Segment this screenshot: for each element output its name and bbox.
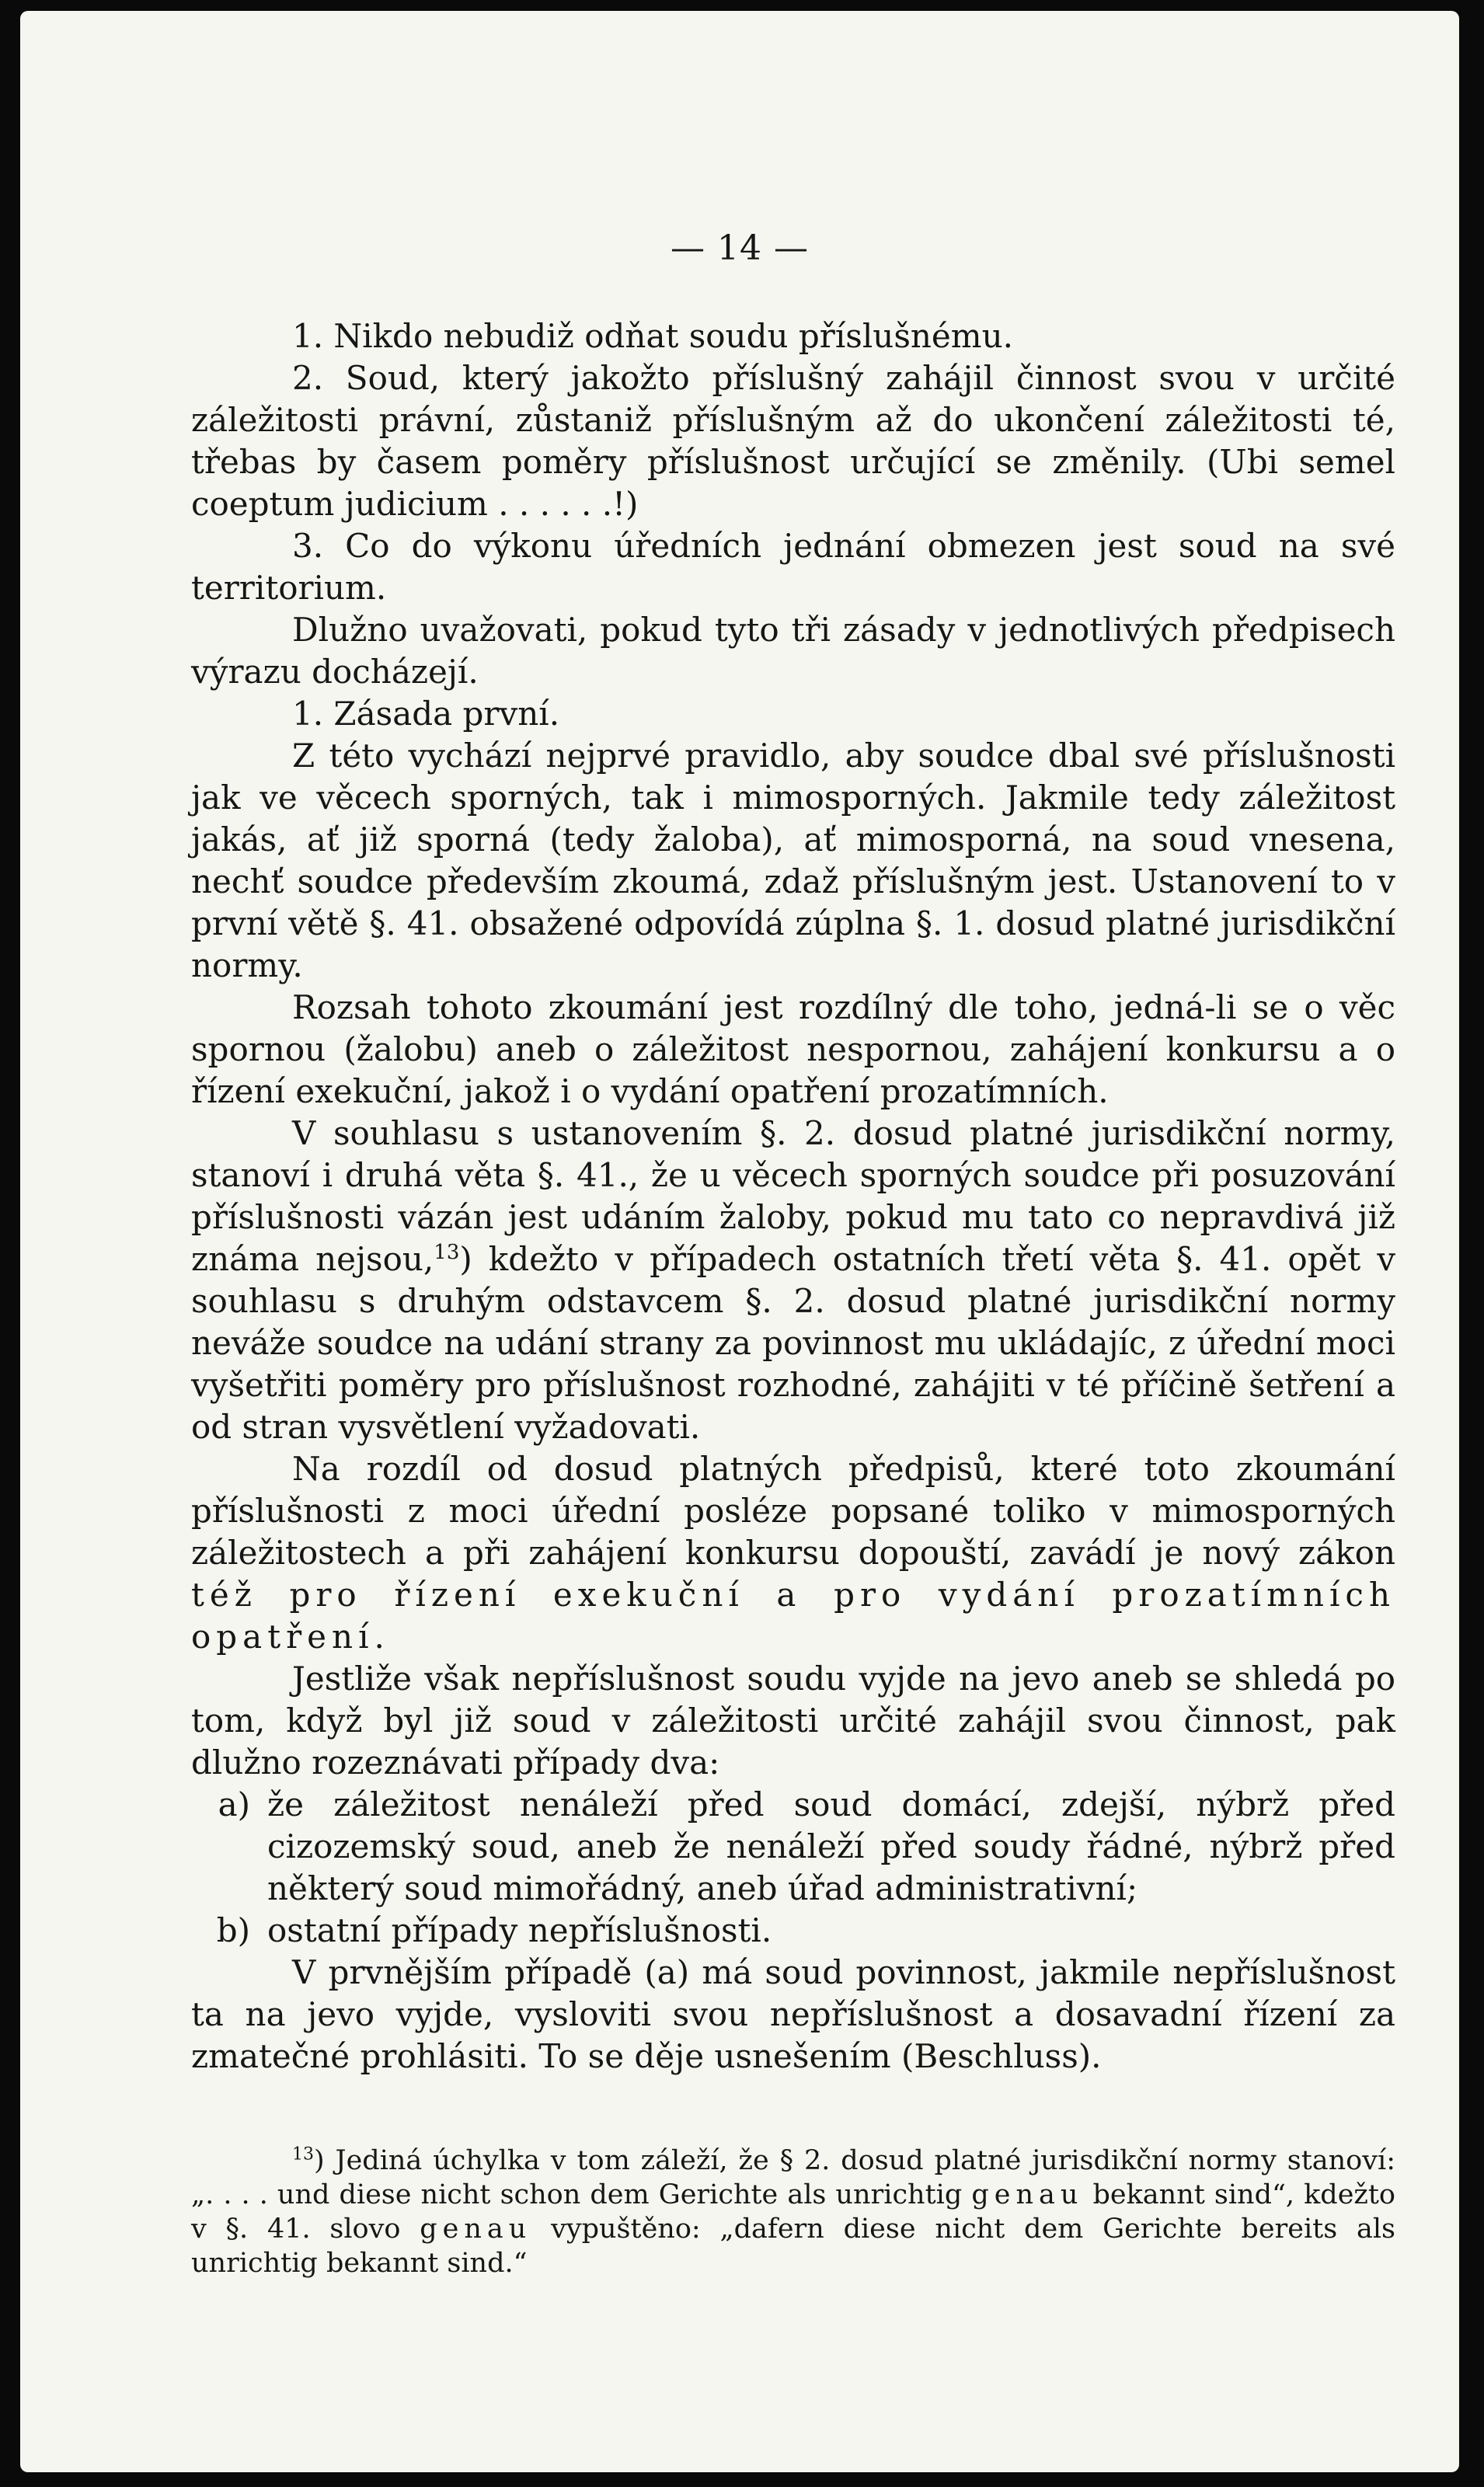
list-item	[191, 1910, 1395, 1952]
paragraph-rule-1: 1. Nikdo nebudiž odňat soudu příslušnému.	[292, 317, 1013, 355]
paragraph-rule-2: 2. Soud, který jakožto příslušný zahájil činnost svou v určité záležitosti právní, zůstaniž příslušným až do ukončení záležitosti té, třebas by časem poměry příslušnost určující se změnily. (Ubi semel coeptum judicium . . . . . .!)	[191, 359, 1395, 523]
paragraph-accordance-text-b: ) kdežto v případech ostatních třetí věta §. 41. opět v souhlasu s druhým odstavcem §. 2. dosud platné jurisdikční normy neváže soudce na udání strany za povinnost mu ukládajíc, z úřední moci vyšetřiti poměry pro příslušnost rozhodné, zahájiti v té příčině šetření a od stran vysvětlení vyžadovati.	[191, 1240, 1396, 1446]
book-page	[20, 11, 1459, 2472]
paragraph-incompetence: Jestliže však nepříslušnost soudu vyjde na jevo aneb se shledá po tom, když byl již soud v záležitosti určité zahájil svou činnost, pak dlužno rozeznávati případy dva:	[191, 1660, 1395, 1782]
main-text	[191, 315, 1395, 2078]
paragraph-accordance-text-a: V souhlasu s ustanovením §. 2. dosud platné jurisdikční normy, stanoví i druhá věta §. 41., že u věcech sporných soudce při posuzování příslušnosti vázán jest udáním žaloby, pokud mu tato co nepravdivá již známa nejsou,	[191, 1114, 1395, 1278]
footnote-number: 13	[292, 2144, 314, 2165]
footnote-text-b: bekannt sind“, kdežto v §. 41. slovo	[191, 2179, 1395, 2245]
footnote-text-c: vypuštěno: „dafern diese nicht dem Gerichte bereits als unrichtig bekannt sind.“	[191, 2214, 1395, 2279]
paragraph-difference	[191, 1448, 1395, 1658]
list-item-label: b)	[216, 1911, 250, 1949]
paragraph-difference-emphasis: též pro řízení exekuční a pro vydání prozatímních opatření.	[191, 1576, 1395, 1656]
list-item-text: že záležitost nenáleží před soud domácí, zdejší, nýbrž před cizozemský soud, aneb že nenáleží před soudy řádné, nýbrž před některý soud mimořádný, aneb úřad administrativní;	[267, 1785, 1395, 1907]
footnote-text-a: ) Jediná úchylka v tom záleží, že § 2. dosud platné jurisdikční normy stanoví: „. . . . und diese nicht schon dem Gerichte als unrichtig	[191, 2145, 1395, 2210]
page-number: — 14 —	[671, 228, 809, 268]
footnotes	[191, 2144, 1395, 2280]
paragraph-scope: Rozsah tohoto zkoumání jest rozdílný dle toho, jedná-li se o věc spornou (žalobu) aneb o záležitost nespornou, zahájení konkursu a o řízení exekuční, jakož i o vydání opatření prozatímních.	[191, 988, 1395, 1110]
section-heading-first-principle: 1. Zásada první.	[292, 695, 560, 733]
paragraph-rule-3: 3. Co do výkonu úředních jednání obmezen jest soud na své territorium.	[191, 527, 1395, 607]
paragraph-accordance	[191, 1113, 1395, 1448]
list-item	[191, 1784, 1395, 1910]
list-item-text: ostatní případy nepříslušnosti.	[267, 1911, 772, 1949]
paragraph-consider: Dlužno uvažovati, pokud tyto tři zásady v jednotlivých předpisech výrazu docházejí.	[191, 611, 1395, 691]
list-item-label: a)	[218, 1785, 250, 1823]
footnote-spaced-word-b: genau	[420, 2214, 532, 2245]
footnote	[191, 2144, 1395, 2280]
paragraph-first-principle: Z této vychází nejprvé pravidlo, aby soudce dbal své příslušnosti jak ve věcech sporných, tak i mimosporných. Jakmile tedy záležitost jakás, ať již sporná (tedy žaloba), ať mimosporná, na soud vnesena, nechť soudce především zkoumá, zdaž příslušným jest. Ustanovení to v první větě §. 41. obsažené odpovídá zúplna §. 1. dosud platné jurisdikční normy.	[191, 737, 1395, 984]
footnote-reference: 13	[434, 1241, 460, 1264]
footnote-spaced-word-a: genau	[971, 2179, 1084, 2210]
paragraph-first-case: V prvnějším případě (a) má soud povinnost, jakmile nepříslušnost ta na jevo vyjde, vysloviti svou nepříslušnost a dosavadní řízení za zmatečné prohlásiti. To se děje usnešením (Beschluss).	[191, 1953, 1395, 2075]
paragraph-difference-text: Na rozdíl od dosud platných předpisů, které toto zkoumání příslušnosti z moci úřední posléze popsané toliko v mimosporných záležitostech a při zahájení konkursu dopouští, zavádí je nový zákon	[191, 1450, 1395, 1572]
